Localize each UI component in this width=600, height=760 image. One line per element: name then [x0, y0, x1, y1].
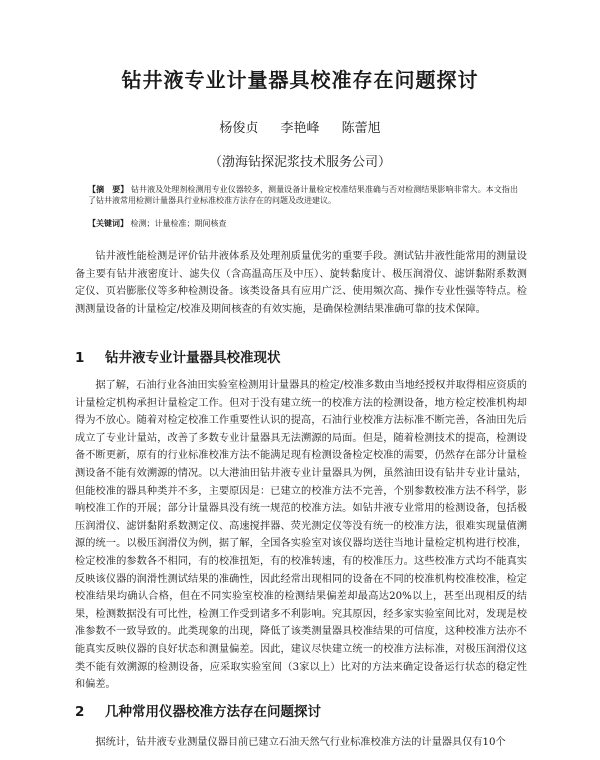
author-name: 李艳峰: [280, 121, 320, 136]
intro-paragraph: 钻井液性能检测是评价钻井液体系及处理剂质量优劣的重要手段。测试钻井液性能常用的测量设备主要有钻井液密度计、滤失仪（含高温高压及中压）、旋转黏度计、极压润滑仪、滤饼黏附系数测定仪、页岩膨胀仪等多种检测设备。该类设备具有应用广泛、使用频次高、操作专业性强等特点。检测测量设备的计量检定/校准及期间核查的有效实施，是确保检测结果准确可靠的技术保障。: [75, 251, 527, 315]
keywords-text: 检测；计量检准；期间核查: [130, 219, 227, 228]
section-heading: [75, 346, 281, 366]
section-heading: [75, 700, 321, 720]
abstract: [88, 184, 518, 206]
abstract-text: 钻井液及处理剂检测用专业仪器较多，测量设备计量检定校准结果准确与否对检测结果影响非常大。本文指出了钻井液常用检测计量器具行业标准校准方法存在的问题及改进建议。: [88, 185, 518, 205]
section-paragraph: 据了解，石油行业各油田实验室检测用计量器具的检定/校准多数由当地经授权并取得相应资质的计量检定机构承担计量检定工作。但对于没有建立统一的校准方法的检测设备，地方检定校准机构却得为不放心。随着对检定校准工作重要性认识的提高，石油行业校准方法标准不断完善，各油田先后成立了专业计量站，改善了多数专业计量器具无法溯源的局面。但是，随着检测技术的提高，检测设备不断更新，原有的行业标准校准方法不能满足现有检测设备检定校准的需要，仍然存在部分计量检测设备不能有效溯源的情况。以大港油田钻井液专业计量器具为例，虽然油田设有钻井专业计量站，但能校准的器具种类并不多，主要原因是：已建立的校准方法不完善，个别参数校准方法不科学，影响校准工作的开展；部分计量器具没有统一规范的校准方法。如钻井液专业常用的检测设备，包括极压润滑仪、滤饼黏附系数测定仪、高速搅拌器、荧光测定仪等没有统一的校准方法，很难实现量值溯源的统一。以极压润滑仪为例，据了解，全国各实验室对该仪器均送往当地计量检定机构进行校准，检定校准的参数各不相同，有的校准扭矩，有的校准转速，有的校准压力。这些校准方式均不能真实反映该仪器的润滑性测试结果的准确性，因此经常出现相同的设备在不同的校准机构校准校准，检定校准结果均确认合格，但在不同实验室校准的检测结果偏差却最高达20%以上，甚至出现相反的结果，检测数据没有可比性，检测工作受到诸多不利影响。究其原因，经多家实验室间比对，发现是校准参数不一致导致的。此类现象的出现，降低了该类测量器具校准结果的可信度，这种校准方法亦不能真实反映仪器的良好状态和测量偏差。因此，建议尽快建立统一的校准方法标准，对极压润滑仪这类不能有效溯源的检测设备，应采取实验室间（3家以上）比对的方法来确定设备运行状态的稳定性和偏差。: [75, 380, 527, 691]
section-number: 1: [75, 350, 85, 366]
section-title: 几种常用仪器校准方法存在问题探讨: [105, 704, 321, 720]
keywords-label: 【关键词】: [88, 218, 128, 228]
author-list: [0, 117, 600, 136]
section-paragraph: 据统计，钻井液专业测量仪器目前已建立石油天然气行业标准校准方法的计量器具仅有10个: [95, 737, 506, 748]
section-title: 钻井液专业计量器具校准现状: [105, 350, 281, 366]
abstract-label: 【摘 要】: [88, 184, 129, 194]
keywords: [88, 218, 518, 229]
author-name: 杨俊贞: [219, 121, 259, 136]
author-name: 陈蕾旭: [341, 121, 381, 136]
affiliation: （渤海钻探泥浆技术服务公司）: [208, 155, 391, 170]
section-number: 2: [75, 704, 85, 720]
paper-title: 钻井液专业计量器具校准存在问题探讨: [121, 68, 479, 92]
